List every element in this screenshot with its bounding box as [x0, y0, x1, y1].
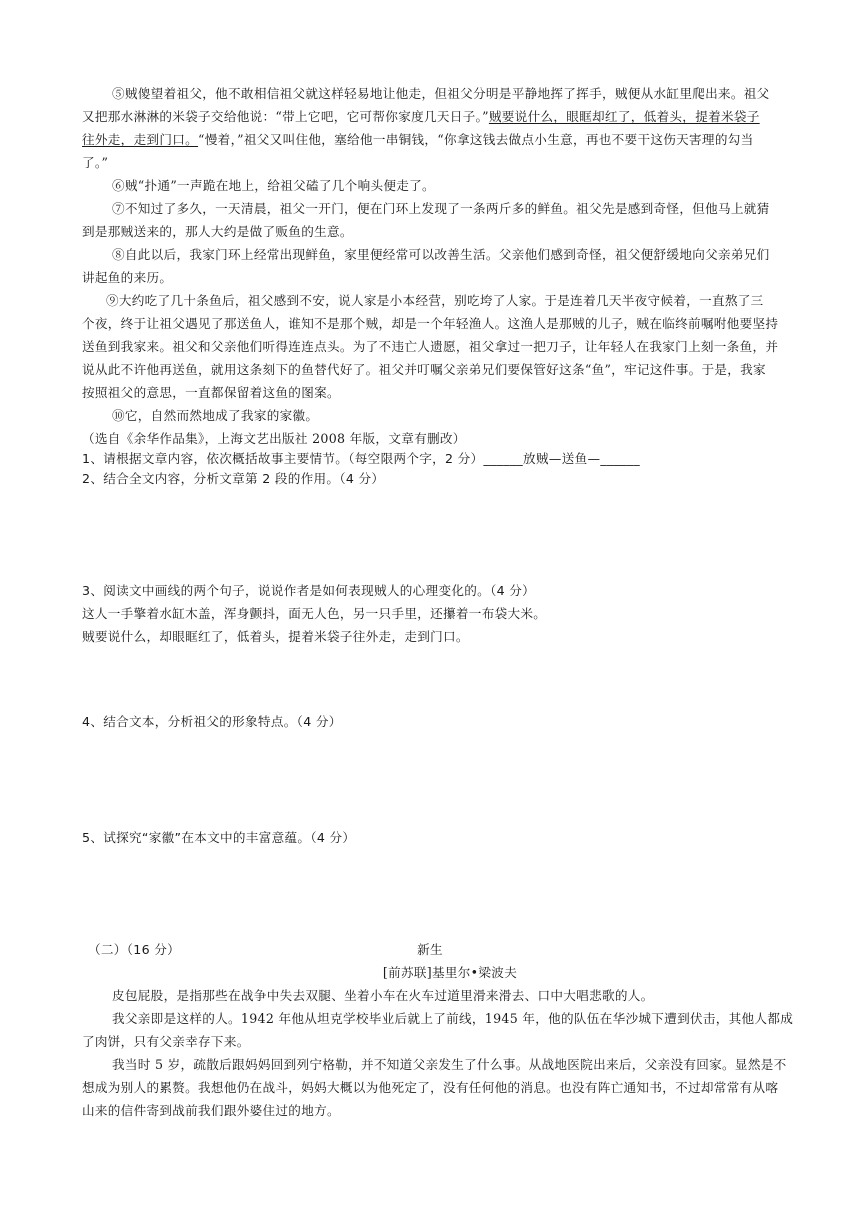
- p9-line-2: 个夜，终于让祖父遇见了那送鱼人，谁知不是那个贼，却是一个年轻渔人。这渔人是那贼的儿子，贼在临终前嘱咐他要坚持: [82, 316, 779, 331]
- p5-line-3: [82, 130, 782, 150]
- p5-line-3-text: “慢着，”祖父又叫住他，塞给他一串铜钱，“你拿这钱去做点小生意，再也不要干这伤天害理的勾当: [198, 132, 754, 147]
- section-2-author: [前苏联]基里尔•梁波夫: [382, 965, 518, 980]
- p5-line-2-text: 又把那水淋淋的米袋子交给他说：“带上它吧，它可帮你家度几天日子。”: [82, 109, 489, 124]
- source-note: （选自《余华作品集》，上海文艺出版社 2008 年版，文章有删改）: [82, 431, 466, 446]
- question-5: 5、试探究“家徽”在本文中的丰富意蕴。（4 分）: [82, 830, 356, 845]
- p5-line-1: ⑤贼傻望着祖父，他不敢相信祖父就这样轻易地让他走，但祖父分明是平静地挥了挥手，贼便从水缸里爬出来。祖父: [112, 86, 770, 101]
- p8-line-1: ⑧自此以后，我家门环上经常出现鲜鱼，家里便经常可以改善生活。父亲他们感到奇怪，祖父便舒缓地向父亲弟兄们: [112, 247, 770, 262]
- p5-line-2: [82, 107, 782, 127]
- question-1: 1、请根据文章内容，依次概括故事主要情节。（每空限两个字，2 分）______放贼—送鱼—______: [82, 451, 640, 466]
- section-2-title: 新生: [417, 942, 443, 957]
- p9-line-3: 送鱼到我家来。祖父和父亲他们听得连连点头。为了不违亡人遗愿，祖父拿过一把刀子，让年轻人在我家门上刻一条鱼，并: [82, 339, 779, 354]
- underlined-sentence-2a: 贼要说什么，眼眶却红了，低着头，提着米袋子: [488, 109, 760, 124]
- p9-line-1: ⑨大约吃了几十条鱼后，祖父感到不安，说人家是小本经营，别吃垮了人家。于是连着几天半夜守候着，一直熬了三: [106, 293, 764, 308]
- p7-line-2: 到是那贼送来的，那人大约是做了贩鱼的生意。: [82, 224, 353, 239]
- question-2: 2、结合全文内容，分析文章第 2 段的作用。（4 分）: [82, 471, 385, 486]
- p7-line-1: ⑦不知过了多久，一天清晨，祖父一开门，便在门环上发现了一条两斤多的鲜鱼。祖父先是感到奇怪，但他马上就猜: [112, 201, 770, 216]
- p9-line-4: 说从此不许他再送鱼，就用这条刻下的鱼替代好了。祖父并叮嘱父亲弟兄们要保管好这条“鱼”，牢记这件事。于是，我家: [82, 362, 766, 377]
- p9-line-5: 按照祖父的意思，一直都保留着这鱼的图案。: [82, 385, 340, 400]
- p10: ⑩它，自然而然地成了我家的家徽。: [112, 408, 319, 423]
- underlined-sentence-2b: 往外走，走到门口。: [82, 132, 199, 147]
- s2-p3-line-3: 山来的信件寄到战前我们跟外婆住过的地方。: [82, 1103, 340, 1118]
- question-3: 3、阅读文中画线的两个句子，说说作者是如何表现贼人的心理变化的。（4 分）: [82, 583, 536, 598]
- p6: ⑥贼“扑通”一声跪在地上，给祖父磕了几个响头便走了。: [112, 178, 435, 193]
- question-4: 4、结合文本，分析祖父的形象特点。（4 分）: [82, 714, 342, 729]
- s2-p1: 皮包屁股，是指那些在战争中失去双腿、坐着小车在火车过道里滑来滑去、口中大唱悲歌的人。: [112, 988, 654, 1003]
- s2-p3-line-1: 我当时 5 岁，疏散后跟妈妈回到列宁格勒，并不知道父亲发生了什么事。从战地医院出来后，父亲没有回家。显然是不: [112, 1057, 787, 1072]
- p5-line-4: 了。”: [82, 155, 109, 170]
- s2-p2-line-1: 我父亲即是这样的人。1942 年他从坦克学校毕业后就上了前线，1945 年，他的队伍在华沙城下遭到伏击，其他人都成: [112, 1011, 794, 1026]
- question-3-sentence-1: 这人一手擎着水缸木盖，浑身颤抖，面无人色，另一只手里，还攥着一布袋大米。: [82, 606, 547, 621]
- section-2-label: （二）（16 分）: [88, 942, 180, 957]
- s2-p2-line-2: 了肉饼，只有父亲幸存下来。: [82, 1034, 250, 1049]
- question-3-sentence-2: 贼要说什么，却眼眶红了，低着头，提着米袋子往外走，走到门口。: [82, 629, 469, 644]
- s2-p3-line-2: 想成为别人的累赘。我想他仍在战斗，妈妈大概以为他死定了，没有任何他的消息。也没有阵亡通知书，不过却常常有从喀: [82, 1080, 779, 1095]
- p8-line-2: 讲起鱼的来历。: [82, 270, 173, 285]
